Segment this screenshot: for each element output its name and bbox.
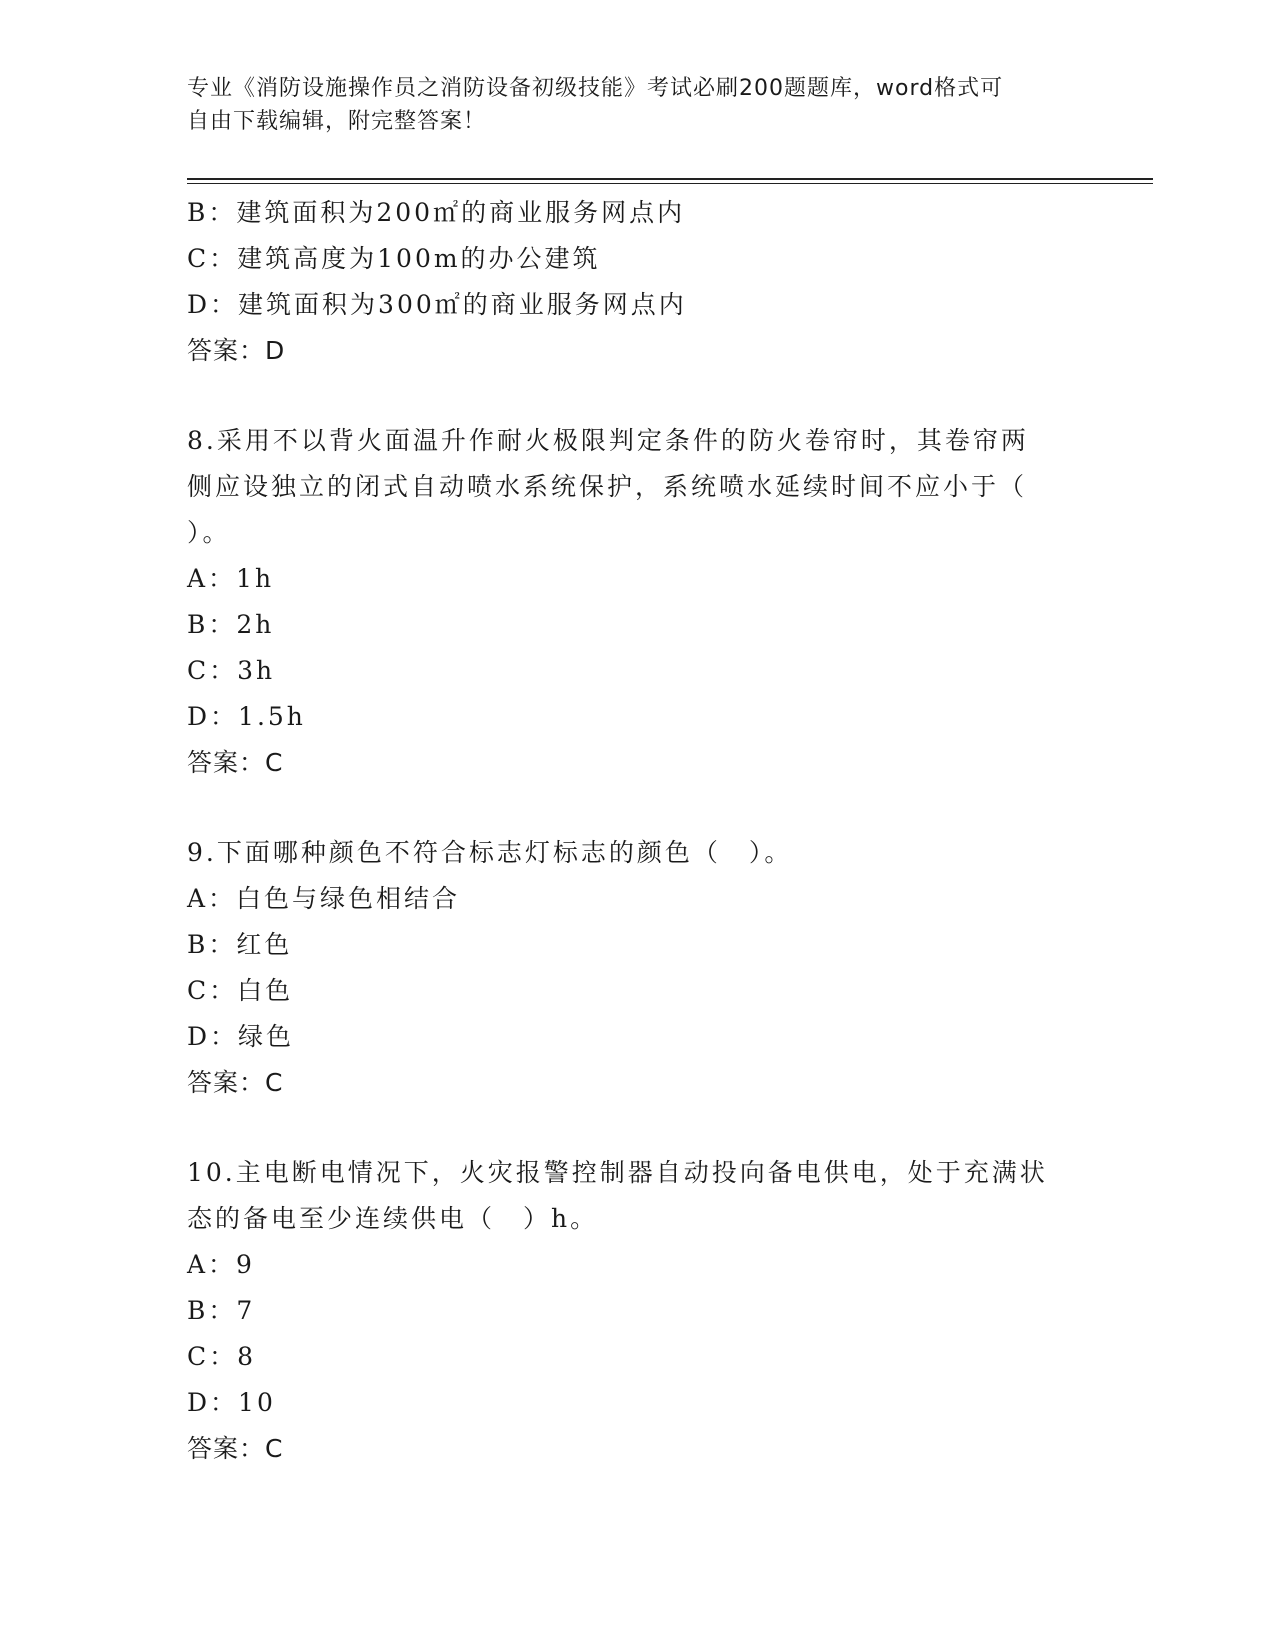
question-text: 9.下面哪种颜色不符合标志灯标志的颜色（ ）。 — [187, 838, 793, 867]
answer-line: 答案：C — [187, 1068, 284, 1097]
question-text: ）。 — [187, 518, 231, 547]
option-c: C：8 — [187, 1342, 257, 1371]
question-block — [187, 190, 1087, 374]
option-d: D：绿色 — [187, 1022, 295, 1051]
header-line-1: 专业《消防设施操作员之消防设备初级技能》考试必刷200题题库，word格式可 — [187, 76, 1004, 101]
option-d: D：1.5h — [187, 702, 306, 731]
question-text: 8.采用不以背火面温升作耐火极限判定条件的防火卷帘时，其卷帘两 — [187, 426, 1029, 455]
header-divider-thin — [187, 183, 1153, 184]
question-block — [187, 1150, 1087, 1472]
question-list — [187, 190, 1087, 1472]
question-block — [187, 418, 1087, 786]
option-c: C：建筑高度为100m的办公建筑 — [187, 244, 601, 273]
question-text: 态的备电至少连续供电（ ）h。 — [187, 1204, 599, 1233]
answer-line: 答案：C — [187, 1434, 284, 1463]
question-block — [187, 830, 1087, 1106]
option-d: D：10 — [187, 1388, 276, 1417]
option-b: B：建筑面积为200㎡的商业服务网点内 — [187, 198, 686, 227]
option-d: D：建筑面积为300㎡的商业服务网点内 — [187, 290, 687, 319]
header-divider — [187, 178, 1153, 180]
option-c: C：3h — [187, 656, 276, 685]
option-b: B：7 — [187, 1296, 256, 1325]
answer-line: 答案：D — [187, 336, 286, 365]
option-a: A：白色与绿色相结合 — [187, 884, 461, 913]
document-header — [187, 72, 1077, 138]
header-line-2: 自由下载编辑，附完整答案！ — [187, 109, 487, 134]
question-text: 10.主电断电情况下，火灾报警控制器自动投向备电供电，处于充满状 — [187, 1158, 1048, 1187]
question-text: 侧应设独立的闭式自动喷水系统保护，系统喷水延续时间不应小于（ — [187, 472, 1028, 501]
option-c: C：白色 — [187, 976, 294, 1005]
option-a: A：9 — [187, 1250, 255, 1279]
answer-line: 答案：C — [187, 748, 284, 777]
option-b: B：红色 — [187, 930, 293, 959]
option-a: A：1h — [187, 564, 275, 593]
option-b: B：2h — [187, 610, 275, 639]
